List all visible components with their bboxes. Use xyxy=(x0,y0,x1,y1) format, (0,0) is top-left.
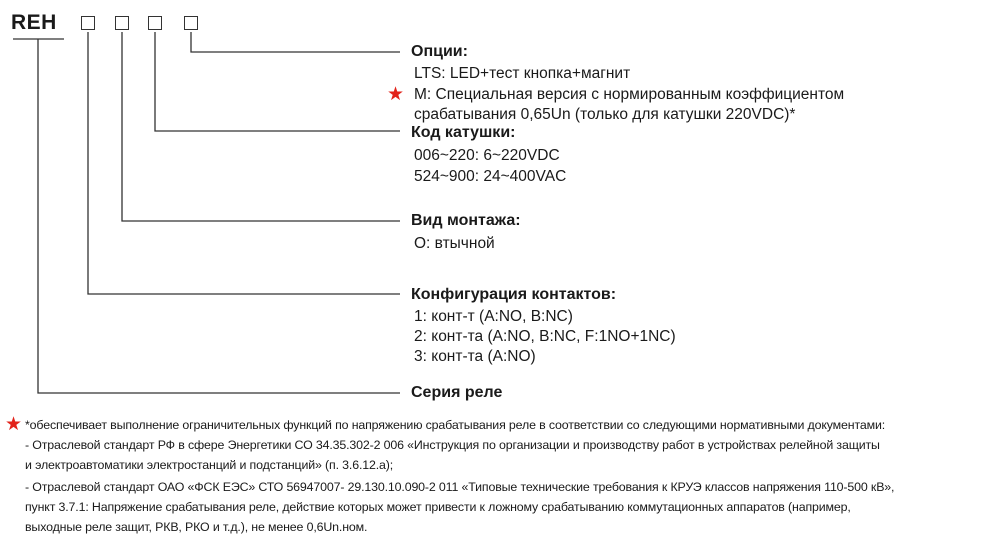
coil-line2: 524~900: 24~400VAC xyxy=(414,168,567,185)
contacts-line3: 3: конт-та (A:NO) xyxy=(414,348,536,365)
coil-line1: 006~220: 6~220VDC xyxy=(414,147,560,164)
series-connector xyxy=(38,39,400,393)
options-heading: Опции: xyxy=(411,43,468,60)
option-m-line1: M: Специальная версия с нормированным коэффициентом xyxy=(414,86,845,103)
contacts-connector xyxy=(88,32,400,294)
footnote-line4: - Отраслевой стандарт ОАО «ФСК ЕЭС» СТО 56947007- 29.130.10.090-2 011 «Типовые технические требования к КРУЭ классов напряжения 110-500 кВ», xyxy=(25,480,895,494)
footnote-line6: выходные реле защит, РКВ, РКО и т.д.), не менее 0,6Un.ном. xyxy=(25,520,368,534)
coil-connector xyxy=(155,32,400,131)
relay-series-heading: Серия реле xyxy=(411,384,503,401)
red-star-icon: ★ xyxy=(387,84,405,105)
code-box-icon xyxy=(81,16,95,30)
code-box-icon xyxy=(184,16,198,30)
code-box-icon xyxy=(115,16,129,30)
options-connector xyxy=(191,32,400,52)
footnote-line2: - Отраслевой стандарт РФ в сфере Энергетики СО 34.35.302-2 006 «Инструкция по организации и производству работ в устройствах релейной защиты xyxy=(25,438,880,452)
footnote-line1: *обеспечивает выполнение ограничительных функций по напряжению срабатывания реле в соответствии со следующими нормативными документами: xyxy=(25,418,886,432)
option-m-line2: срабатывания 0,65Un (только для катушки 220VDC)* xyxy=(414,106,796,123)
code-box-icon xyxy=(148,16,162,30)
contacts-line2: 2: конт-та (A:NO, B:NC, F:1NO+1NC) xyxy=(414,328,676,345)
option-lts: LTS: LED+тест кнопка+магнит xyxy=(414,65,631,82)
mounting-line1: O: втычной xyxy=(414,235,495,252)
contacts-line1: 1: конт-т (A:NO, B:NC) xyxy=(414,308,573,325)
series-code: REH xyxy=(11,11,57,34)
footnote-line5: пункт 3.7.1: Напряжение срабатывания реле, действие которых может привести к ложному срабатыванию коммутационных аппаратов (например, xyxy=(25,500,851,514)
red-star-icon: ★ xyxy=(5,414,23,435)
mounting-connector xyxy=(122,32,400,221)
contacts-heading: Конфигурация контактов: xyxy=(411,286,617,303)
coil-heading: Код катушки: xyxy=(411,124,516,141)
footnote-line3: и электроавтоматики электростанций и подстанций» (п. 3.6.12.а); xyxy=(25,458,394,472)
mounting-heading: Вид монтажа: xyxy=(411,212,521,229)
